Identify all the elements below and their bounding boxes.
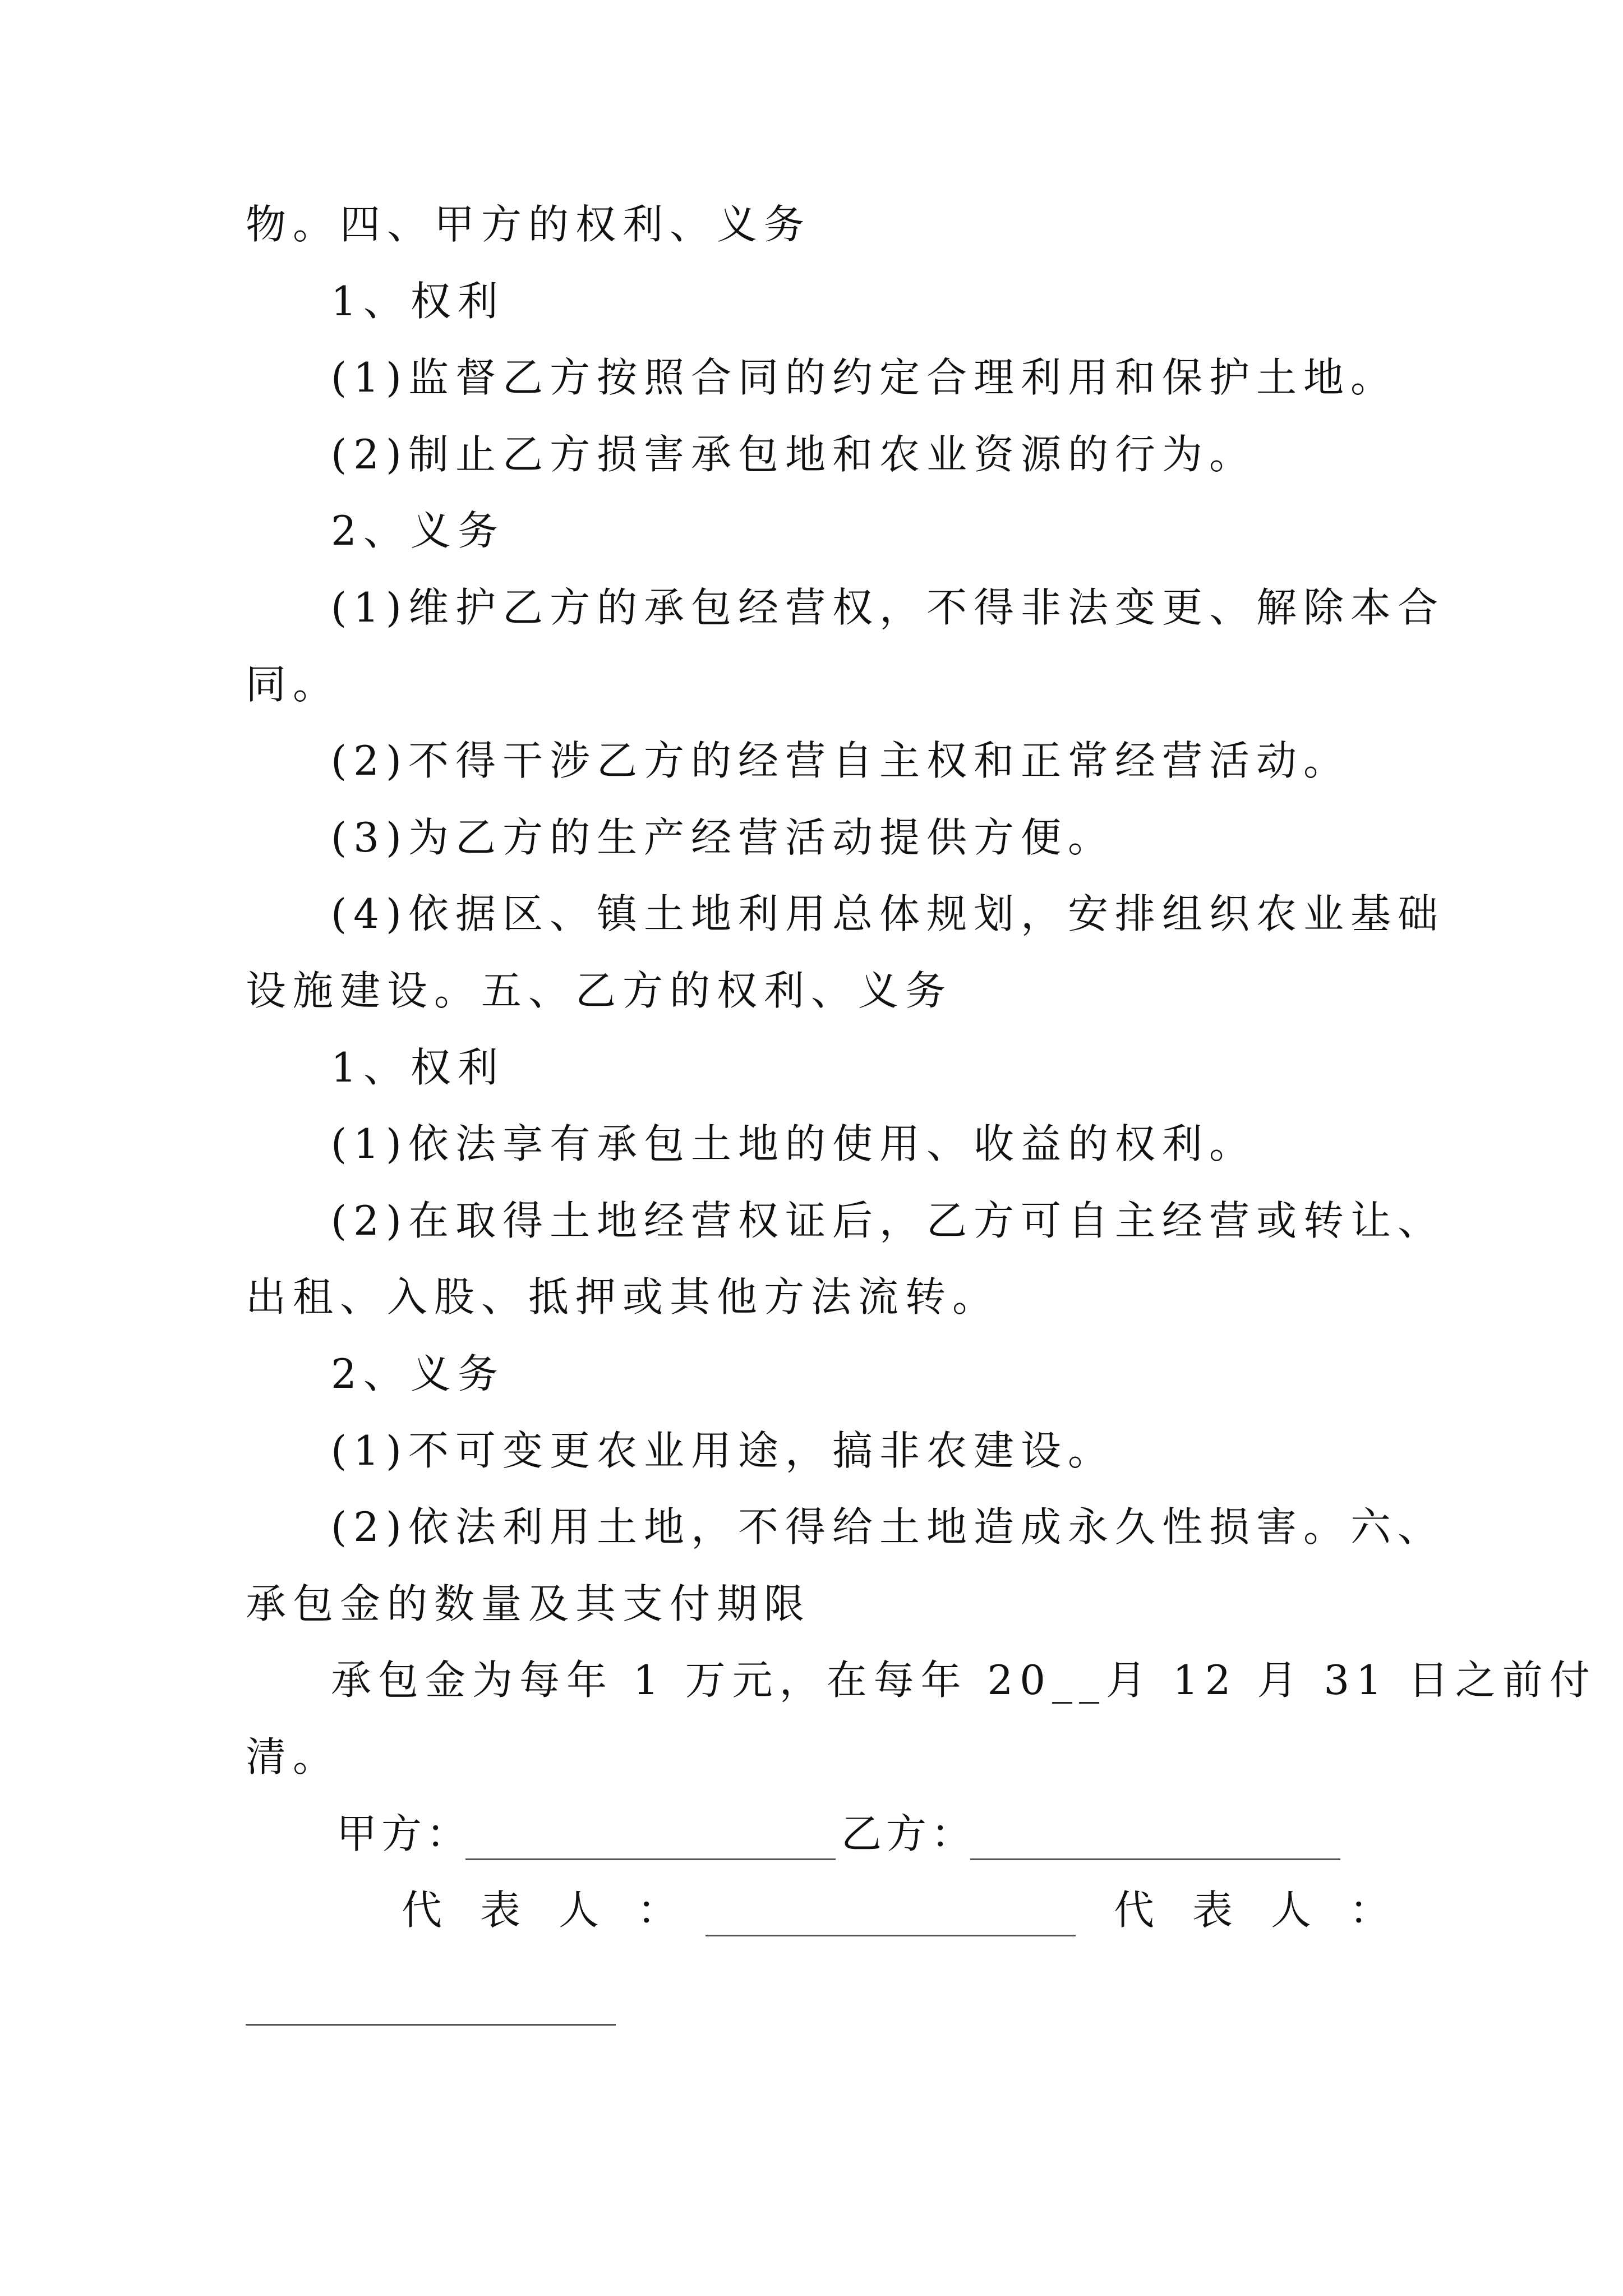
party-b-label: 乙方： xyxy=(841,1810,976,1857)
party-b-signature-line xyxy=(970,1858,1340,1860)
paragraph-line: (1)不可变更农业用途，搞非农建设。 xyxy=(331,1427,1115,1474)
paragraph-line: (2)制止乙方损害承包地和农业资源的行为。 xyxy=(331,431,1256,478)
rep-b-signature-line xyxy=(246,2024,616,2026)
paragraph-line: (1)监督乙方按照合同的约定合理利用和保护土地。 xyxy=(331,354,1398,401)
paragraph-line: 物。四、甲方的权利、义务 xyxy=(246,201,811,248)
paragraph-line: 设施建设。五、乙方的权利、义务 xyxy=(246,967,953,1014)
paragraph-line: 2、义务 xyxy=(331,1350,505,1397)
party-a-signature-line xyxy=(465,1858,836,1860)
rep-b-label: 代表人： xyxy=(1114,1887,1428,1934)
paragraph-line: (1)依法享有承包土地的使用、收益的权利。 xyxy=(331,1120,1256,1167)
paragraph-line: (4)依据区、镇土地利用总体规划，安排组织农业基础 xyxy=(331,890,1445,937)
paragraph-line: 出租、入股、抵押或其他方法流转。 xyxy=(246,1273,1000,1320)
paragraph-line: 承包金为每年 1 万元，在每年 20__月 12 月 31 日之前付 xyxy=(331,1657,1597,1704)
paragraph-line: (1)维护乙方的承包经营权，不得非法变更、解除本合 xyxy=(331,584,1445,631)
party-signature-row xyxy=(0,1806,1623,1867)
representative-signature-row xyxy=(0,1882,1623,1944)
rep-a-signature-line xyxy=(706,1935,1076,1936)
paragraph-line: 2、义务 xyxy=(331,507,505,554)
paragraph-line: (2)不得干涉乙方的经营自主权和正常经营活动。 xyxy=(331,737,1350,784)
paragraph-line: (2)在取得土地经营权证后，乙方可自主经营或转让、 xyxy=(331,1197,1445,1244)
paragraph-line: 清。 xyxy=(246,1733,340,1780)
paragraph-line: (3)为乙方的生产经营活动提供方便。 xyxy=(331,814,1115,861)
paragraph-line: (2)依法利用土地，不得给土地造成永久性损害。六、 xyxy=(331,1503,1445,1550)
paragraph-line: 承包金的数量及其支付期限 xyxy=(246,1580,811,1627)
paragraph-line: 同。 xyxy=(246,661,340,708)
paragraph-line: 1、权利 xyxy=(331,278,505,325)
rep-a-label: 代表人： xyxy=(402,1887,716,1934)
party-a-label: 甲方： xyxy=(336,1810,472,1857)
paragraph-line: 1、权利 xyxy=(331,1044,505,1091)
